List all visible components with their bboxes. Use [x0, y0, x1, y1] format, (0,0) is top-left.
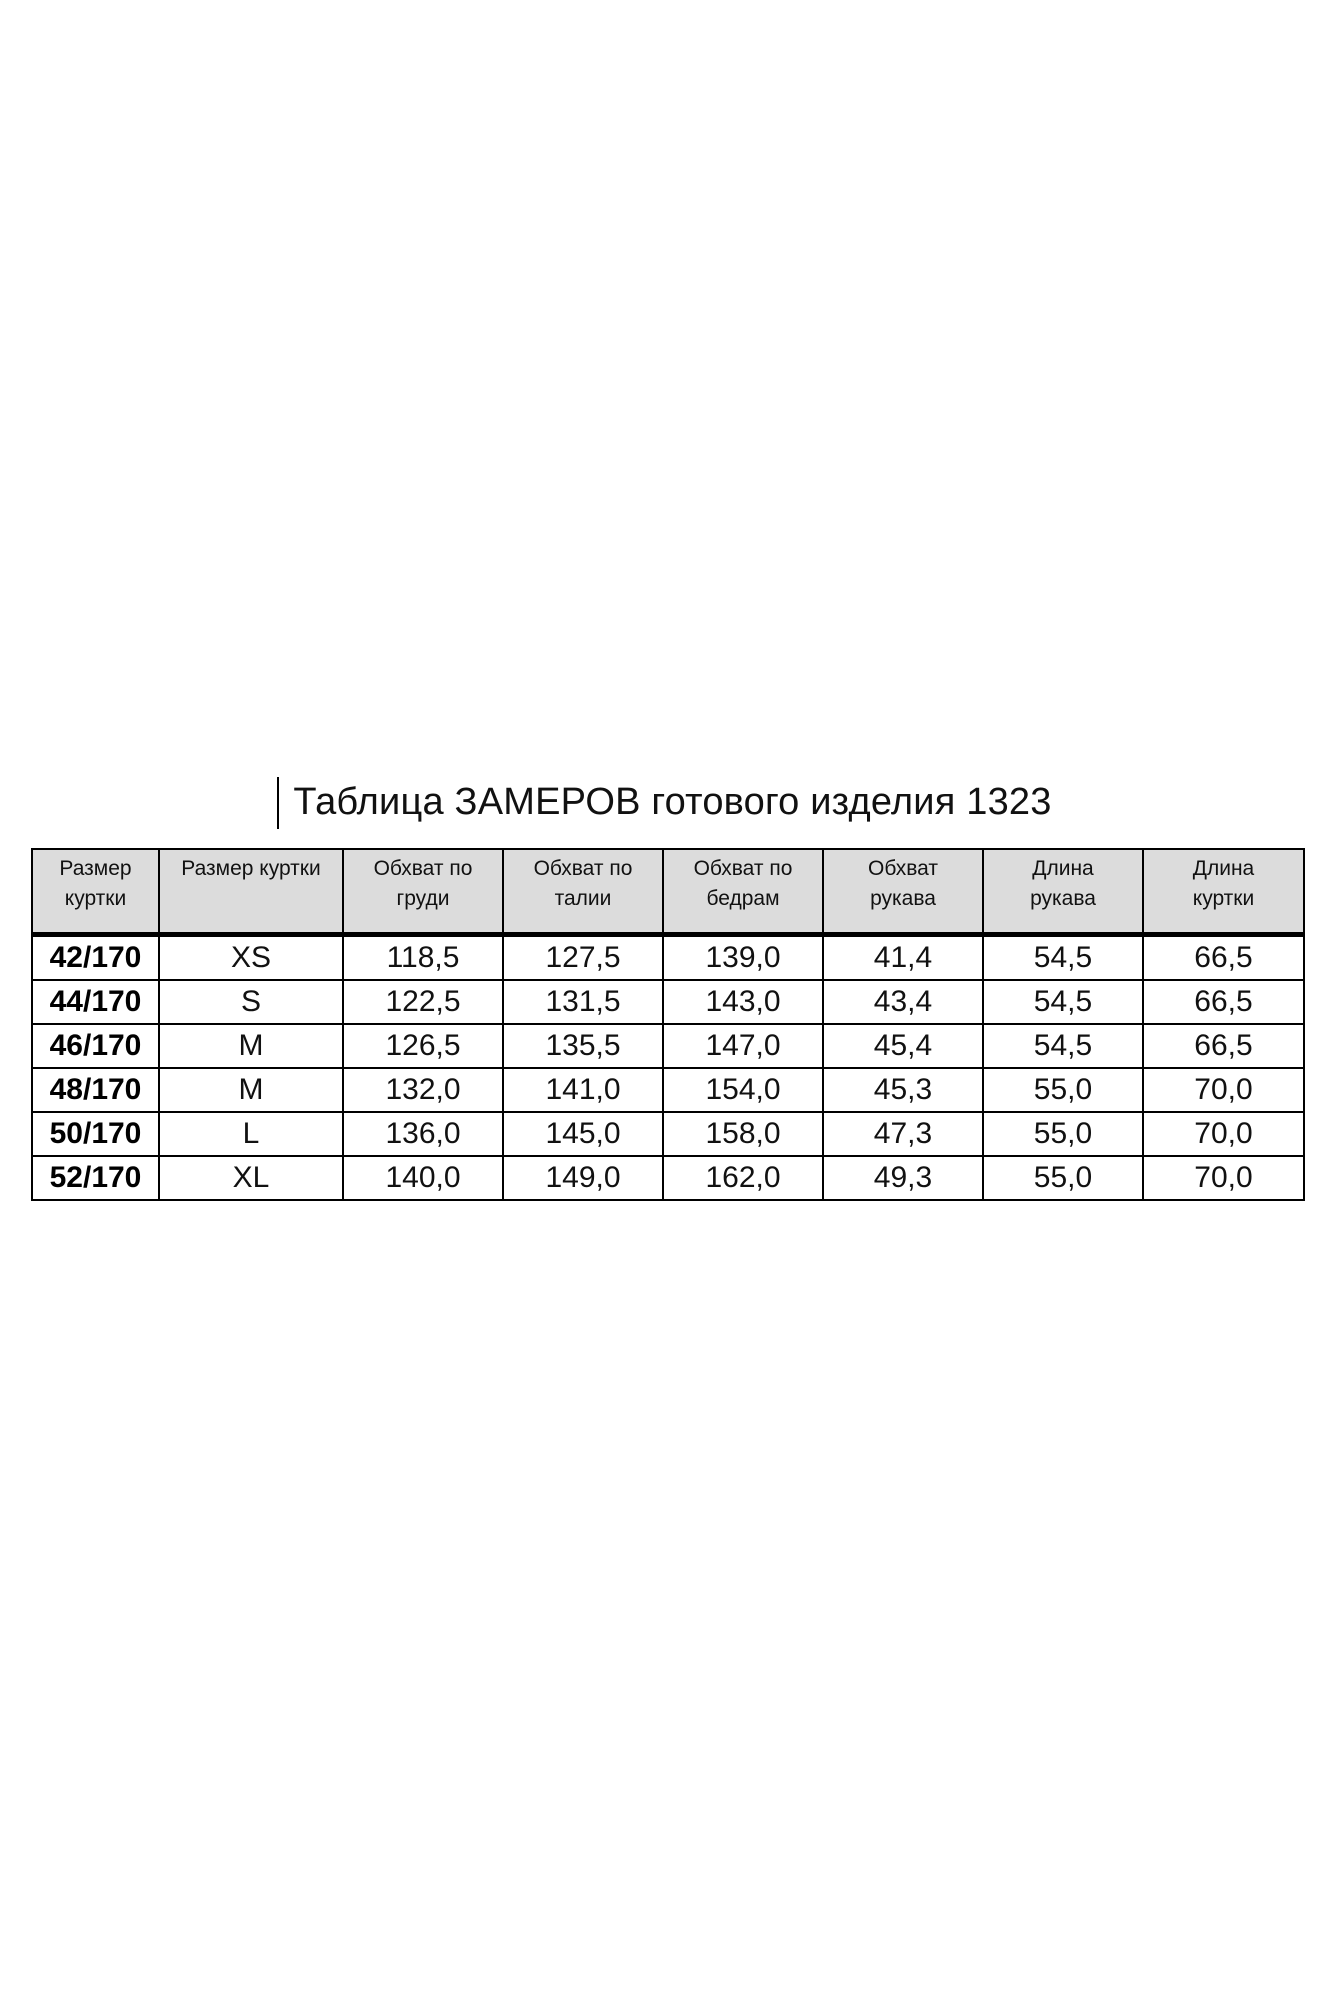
cell-size-intl: L — [159, 1112, 343, 1156]
table-row — [32, 1024, 1304, 1068]
cell-chest: 126,5 — [343, 1024, 503, 1068]
cell-waist: 131,5 — [503, 980, 663, 1024]
table-row — [32, 1112, 1304, 1156]
cell-chest: 132,0 — [343, 1068, 503, 1112]
cell-hips: 154,0 — [663, 1068, 823, 1112]
cell-jacket-length: 70,0 — [1143, 1156, 1304, 1200]
cell-hips: 147,0 — [663, 1024, 823, 1068]
cell-waist: 141,0 — [503, 1068, 663, 1112]
cell-size-intl: S — [159, 980, 343, 1024]
cell-chest: 136,0 — [343, 1112, 503, 1156]
cell-hips: 139,0 — [663, 935, 823, 981]
cell-sleeve-length: 54,5 — [983, 980, 1143, 1024]
cell-sleeve-girth: 45,3 — [823, 1068, 983, 1112]
cell-size-ru: 48/170 — [32, 1068, 159, 1112]
cell-chest: 118,5 — [343, 935, 503, 981]
header-sleeve-girth: Обхват рукава — [823, 849, 983, 935]
header-jacket-length: Длина куртки — [1143, 849, 1304, 935]
cell-size-ru: 52/170 — [32, 1156, 159, 1200]
header-waist: Обхват по талии — [503, 849, 663, 935]
cell-size-ru: 42/170 — [32, 935, 159, 981]
table-row — [32, 980, 1304, 1024]
cell-size-ru: 46/170 — [32, 1024, 159, 1068]
cell-size-intl: XL — [159, 1156, 343, 1200]
cell-sleeve-girth: 45,4 — [823, 1024, 983, 1068]
cell-jacket-length: 66,5 — [1143, 1024, 1304, 1068]
cell-hips: 143,0 — [663, 980, 823, 1024]
header-sleeve-length: Длина рукава — [983, 849, 1143, 935]
cell-sleeve-length: 54,5 — [983, 1024, 1143, 1068]
table-row — [32, 1068, 1304, 1112]
cell-chest: 140,0 — [343, 1156, 503, 1200]
cell-sleeve-length: 55,0 — [983, 1112, 1143, 1156]
cell-size-intl: M — [159, 1024, 343, 1068]
cell-size-intl: M — [159, 1068, 343, 1112]
cell-sleeve-length: 55,0 — [983, 1156, 1143, 1200]
header-size-ru: Размер куртки — [32, 849, 159, 935]
cell-waist: 149,0 — [503, 1156, 663, 1200]
header-chest: Обхват по груди — [343, 849, 503, 935]
table-row — [32, 1156, 1304, 1200]
cell-sleeve-girth: 43,4 — [823, 980, 983, 1024]
table-header-row — [32, 849, 1304, 935]
cell-jacket-length: 66,5 — [1143, 935, 1304, 981]
page-title: Таблица ЗАМЕРОВ готового изделия 1323 — [293, 781, 1052, 823]
cell-jacket-length: 70,0 — [1143, 1068, 1304, 1112]
cell-sleeve-girth: 41,4 — [823, 935, 983, 981]
cell-chest: 122,5 — [343, 980, 503, 1024]
cell-hips: 158,0 — [663, 1112, 823, 1156]
cell-waist: 127,5 — [503, 935, 663, 981]
cell-waist: 135,5 — [503, 1024, 663, 1068]
cell-sleeve-girth: 47,3 — [823, 1112, 983, 1156]
cell-hips: 162,0 — [663, 1156, 823, 1200]
cell-size-ru: 50/170 — [32, 1112, 159, 1156]
cell-size-ru: 44/170 — [32, 980, 159, 1024]
cell-sleeve-girth: 49,3 — [823, 1156, 983, 1200]
header-hips: Обхват по бедрам — [663, 849, 823, 935]
cell-jacket-length: 66,5 — [1143, 980, 1304, 1024]
header-size-intl: Размер куртки — [159, 849, 343, 935]
title-container — [0, 772, 1333, 832]
cell-sleeve-length: 54,5 — [983, 935, 1143, 981]
table-row — [32, 935, 1304, 981]
cell-waist: 145,0 — [503, 1112, 663, 1156]
cell-jacket-length: 70,0 — [1143, 1112, 1304, 1156]
cell-size-intl: XS — [159, 935, 343, 981]
cell-sleeve-length: 55,0 — [983, 1068, 1143, 1112]
measurements-table — [31, 848, 1305, 1201]
